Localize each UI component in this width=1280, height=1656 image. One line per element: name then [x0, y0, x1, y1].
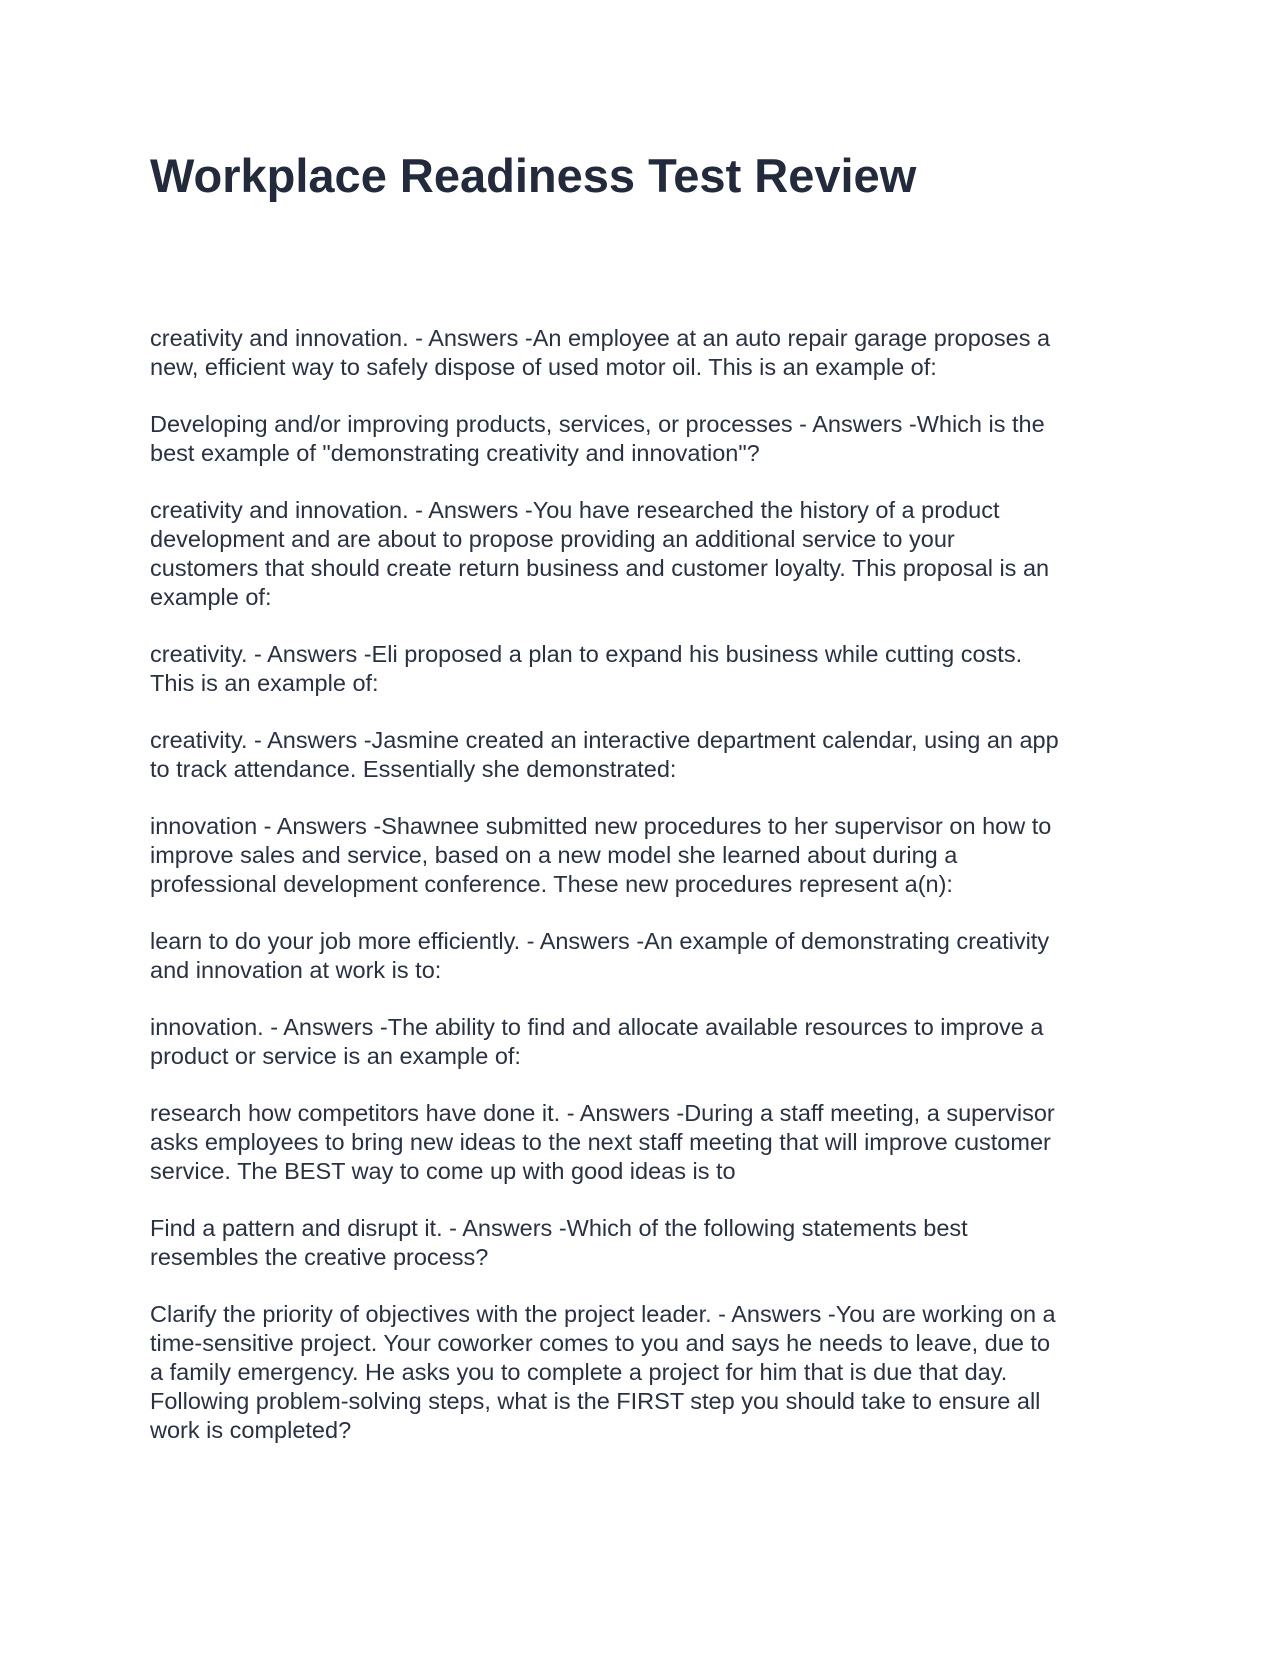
qa-entry: creativity and innovation. - Answers -You have researched the history of a product development and are about to propose providing an additional service to your customers that should create return business and customer loyalty. This proposal is an example of:: [150, 497, 1050, 610]
qa-entry: innovation. - Answers -The ability to find and allocate available resources to improve a product or service is an example of:: [150, 1014, 1044, 1069]
qa-entry: research how competitors have done it. - Answers -During a staff meeting, a supervisor asks employees to bring new ideas to the next staff meeting that will improve customer service. The BEST way to come up with good ideas is to: [150, 1100, 1055, 1184]
qa-list: [150, 324, 1130, 1473]
qa-entry: learn to do your job more efficiently. - Answers -An example of demonstrating creativity and innovation at work is to:: [150, 928, 1050, 983]
qa-entry: Developing and/or improving products, services, or processes - Answers -Which is the best example of "demonstrating creativity and innovation"?: [150, 411, 1045, 466]
qa-entry: creativity. - Answers -Eli proposed a plan to expand his business while cutting costs. This is an example of:: [150, 641, 1023, 696]
qa-entry: Clarify the priority of objectives with the project leader. - Answers -You are working on a time-sensitive project. Your coworker comes to you and says he needs to leave, due to a family emergency. He asks you to complete a project for him that is due that day. Following problem-solving steps, what is the FIRST step you should take to ensure all work is completed?: [150, 1301, 1056, 1443]
qa-entry: creativity and innovation. - Answers -An employee at an auto repair garage proposes a new, efficient way to safely dispose of used motor oil. This is an example of:: [150, 325, 1051, 380]
page-title: Workplace Readiness Test Review: [150, 149, 917, 202]
qa-entry: innovation - Answers -Shawnee submitted new procedures to her supervisor on how to improve sales and service, based on a new model she learned about during a professional development conference. These new procedures represent a(n):: [150, 813, 1052, 897]
qa-entry: creativity. - Answers -Jasmine created an interactive department calendar, using an app to track attendance. Essentially she demonstrated:: [150, 727, 1059, 782]
qa-entry: Find a pattern and disrupt it. - Answers -Which of the following statements best resembles the creative process?: [150, 1215, 968, 1270]
